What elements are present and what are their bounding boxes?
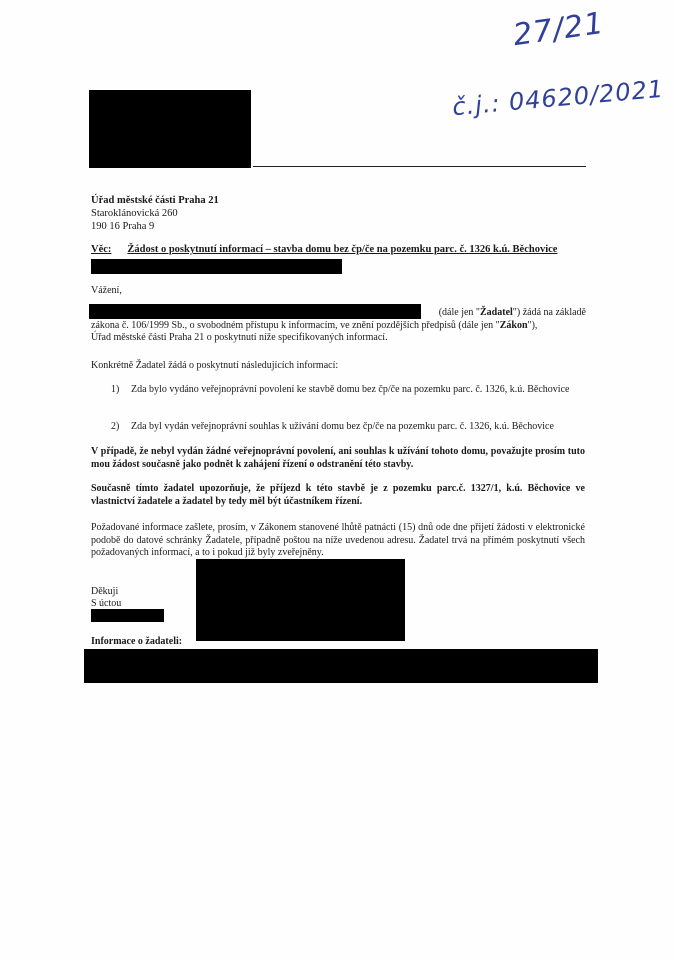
salutation: Vážení,	[91, 285, 122, 296]
recipient-city: 190 16 Praha 9	[91, 221, 155, 232]
handwritten-reference: č.j.: 04620/2021	[451, 74, 666, 122]
item-2-text: Zda byl vydán veřejnoprávní souhlas k užívání domu bez čp/če na pozemku parc. č. 1326, k.ú. Běchovice	[131, 421, 554, 432]
subject-text: Žádost o poskytnutí informací – stavba domu bez čp/če na pozemku parc. č. 1326 k.ú. Běchovice	[127, 244, 558, 255]
item-1-number: 1)	[111, 384, 120, 395]
subject-label: Věc:	[91, 244, 112, 255]
zadatel-term: Žadatel	[480, 307, 513, 318]
request-intro: Konkrétně Žadatel žádá o poskytnutí následujících informací:	[91, 360, 339, 371]
intro-line-2: zákona č. 106/1999 Sb., o svobodném přístupu k informacím, ve znění pozdějších předpisů (dále jen "Zákon"),	[91, 320, 538, 331]
redacted-applicant-info	[84, 649, 598, 683]
closing-paragraph: Požadované informace zašlete, prosím, v Zákonem stanovené lhůtě patnácti (15) dnů ode dne přijetí žádosti v elektronické podobě do datové schránky Žadatele, případně poštou na níže uvedenou adresu. Žadatel trvá na přímém poskytnutí všech požadovaných informací, a to i pokud již byly zveřejněny.	[91, 522, 585, 558]
redacted-signature	[196, 559, 405, 641]
item-1-text: Zda bylo vydáno veřejnoprávní povolení ke stavbě domu bez čp/če na pozemku parc. č. 1326, k.ú. Běchovice	[131, 384, 570, 395]
redacted-letterhead	[89, 90, 251, 168]
zakon-term: Zákon	[499, 320, 528, 331]
header-rule	[253, 166, 586, 167]
thanks-text: Děkuji	[91, 586, 119, 597]
item-2-number: 2)	[111, 421, 120, 432]
bold-paragraph-2: Současně tímto žadatel upozorňuje, že příjezd k této stavbě je z pozemku parc.č. 1327/1, k.ú. Běchovice ve vlastnictví žadatele a žadatel by tedy měl být účastníkem řízení.	[91, 483, 585, 507]
bold-paragraph-1: V případě, že nebyl vydán žádné veřejnoprávní povolení, ani souhlas k užívání tohoto domu, považujte prosím tuto mou žádost současně jako podnět k zahájení řízení o odstranění této stavby.	[91, 446, 585, 470]
handwritten-number: 27/21	[511, 5, 607, 54]
redacted-applicant-name	[89, 304, 421, 319]
redacted-subject-continuation	[91, 259, 342, 274]
redacted-signer-name	[91, 609, 164, 622]
recipient-street: Staroklánovická 260	[91, 208, 178, 219]
applicant-heading: Informace o žadateli:	[91, 636, 183, 647]
intro-line-3: Úřad městské části Praha 21 o poskytnutí níže specifikovaných informací.	[91, 332, 388, 343]
recipient-address	[91, 194, 219, 233]
recipient-name: Úřad městské části Praha 21	[91, 195, 219, 206]
intro-line-1: (dále jen "Žadatel") žádá na základě	[438, 307, 586, 318]
subject-line	[91, 244, 586, 255]
regards-text: S úctou	[91, 598, 122, 609]
